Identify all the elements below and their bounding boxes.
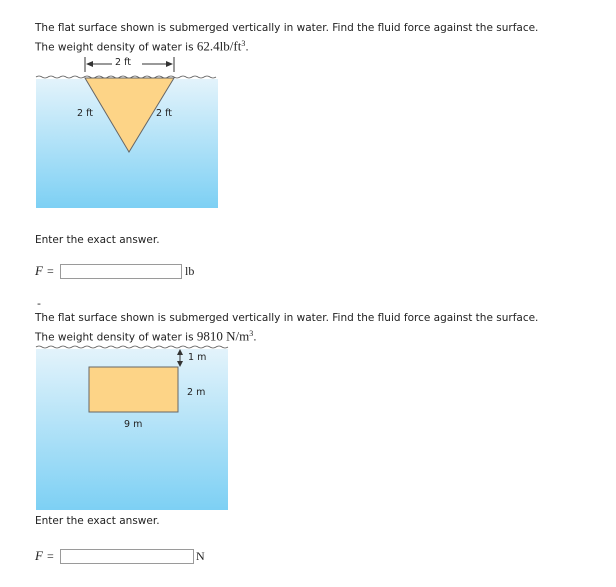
answer-1-equals: = [47,264,54,278]
separator-dash: - [37,297,41,310]
water-surface [36,346,228,348]
density-value: 9810 N/m [196,328,250,344]
label-width: 9 m [124,419,143,430]
density-exponent: 3 [241,39,246,48]
answer-2-equals: = [47,549,54,563]
density-suffix: . [253,331,257,344]
answer-2-unit: N [196,549,205,563]
density-prefix: The weight density of water is [35,331,197,344]
problem-2-instruction: Enter the exact answer. [35,515,160,527]
density-value: 62.4lb/ft [196,38,242,54]
answer-1-unit: lb [185,264,195,278]
density-prefix: The weight density of water is [35,41,197,54]
answer-2-input[interactable] [60,549,194,564]
problem-1-instruction: Enter the exact answer. [35,234,160,246]
label-top-width: 2 ft [115,57,131,68]
label-left-side: 2 ft [77,108,93,119]
label-height: 2 m [187,387,206,398]
rectangle-plate [89,367,178,412]
label-depth: 1 m [188,352,207,363]
answer-1-variable: F [35,263,43,278]
problem-1-statement: The flat surface shown is submerged vertically in water. Find the fluid force against the surface. [35,22,539,34]
answer-2-variable: F [35,548,43,563]
problem-2-statement: The flat surface shown is submerged vertically in water. Find the fluid force against the surface. [35,312,539,324]
density-suffix: . [245,41,249,54]
density-exponent: 3 [249,329,254,338]
label-right-side: 2 ft [156,108,172,119]
